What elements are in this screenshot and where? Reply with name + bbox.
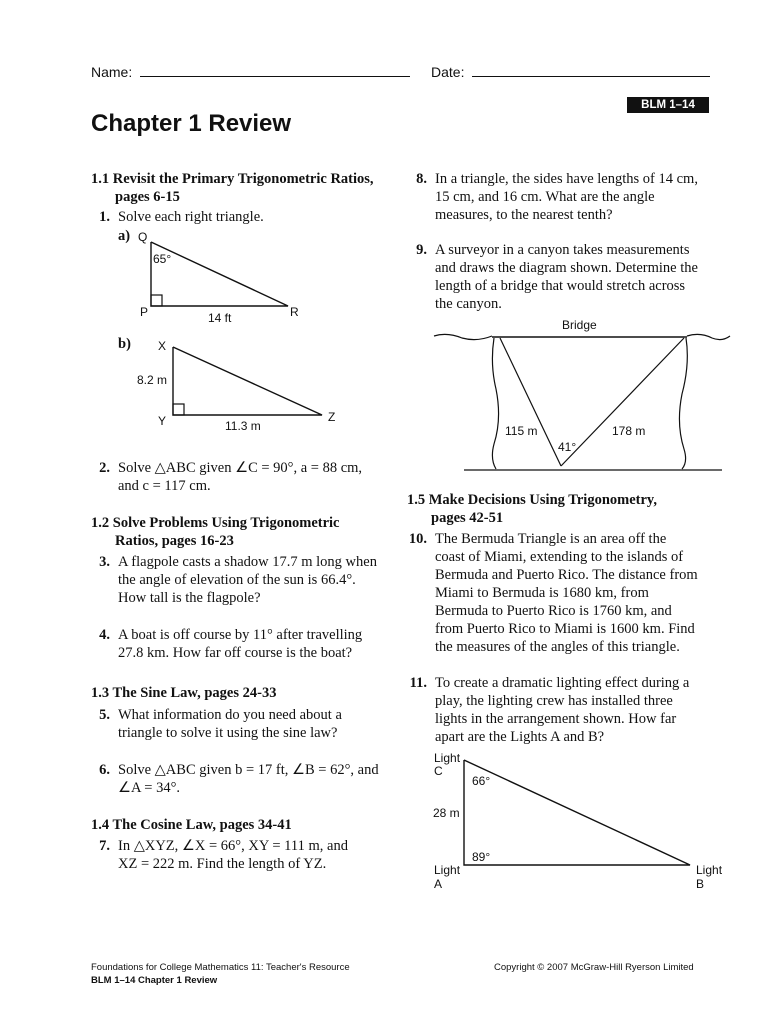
question-11 bbox=[407, 674, 727, 746]
question-6-number: 6. bbox=[99, 762, 110, 778]
angle-c: 66° bbox=[472, 774, 491, 788]
q1b-label: b) bbox=[118, 336, 131, 352]
vertex-z: Z bbox=[328, 410, 336, 424]
question-2-line2: and c = 117 cm. bbox=[118, 478, 211, 494]
canyon-diagram bbox=[432, 314, 732, 476]
vertex-r: R bbox=[290, 305, 299, 319]
footer-left-line1: Foundations for College Mathematics 11: Teacher's Resource bbox=[91, 962, 350, 973]
angle-q: 65° bbox=[153, 252, 172, 266]
angle-a: 89° bbox=[472, 850, 491, 864]
section-1-4 bbox=[91, 816, 401, 834]
light-b-word: Light bbox=[696, 863, 723, 877]
triangle-pqr-diagram bbox=[130, 228, 320, 328]
question-8-line2: 15 cm, and 16 cm. What are the angle bbox=[435, 189, 655, 205]
question-6 bbox=[90, 761, 400, 797]
question-2-line1: Solve △ABC given ∠C = 90°, a = 88 cm, bbox=[118, 460, 363, 476]
name-field bbox=[91, 62, 410, 80]
date-field bbox=[431, 62, 710, 80]
question-5-number: 5. bbox=[99, 707, 110, 723]
vertex-q: Q bbox=[138, 230, 148, 244]
question-4-line2: 27.8 km. How far off course is the boat? bbox=[118, 645, 353, 661]
question-4-line1: A boat is off course by 11° after travelling bbox=[118, 627, 363, 643]
question-4 bbox=[90, 626, 400, 662]
section-1-2-line2: Ratios, pages 16-23 bbox=[115, 533, 234, 549]
question-9-line2: and draws the diagram shown. Determine the bbox=[435, 260, 698, 276]
canyon-angle: 41° bbox=[558, 440, 577, 454]
section-1-1-line2: pages 6-15 bbox=[115, 189, 180, 205]
question-8-line1: In a triangle, the sides have lengths of 14 cm, bbox=[435, 171, 698, 187]
canyon-left-side: 115 m bbox=[505, 424, 538, 438]
question-11-line4: apart are the Lights A and B? bbox=[435, 729, 605, 745]
side-ca: 28 m bbox=[433, 806, 460, 820]
section-1-5 bbox=[407, 491, 727, 527]
question-8-number: 8. bbox=[416, 171, 427, 187]
question-9-line1: A surveyor in a canyon takes measurements bbox=[435, 242, 690, 258]
light-a-word: Light bbox=[434, 863, 461, 877]
section-1-5-line1: 1.5 Make Decisions Using Trigonometry, bbox=[407, 492, 657, 508]
vertex-x: X bbox=[158, 339, 167, 353]
question-11-number: 11. bbox=[409, 675, 427, 691]
blm-badge: BLM 1–14 bbox=[627, 97, 709, 113]
vertex-p: P bbox=[140, 305, 149, 319]
question-7-line2: XZ = 222 m. Find the length of YZ. bbox=[118, 856, 327, 872]
triangle-xyz-diagram bbox=[130, 333, 350, 436]
question-5-line2: triangle to solve it using the sine law? bbox=[118, 725, 338, 741]
side-pr: 14 ft bbox=[208, 311, 232, 325]
question-10-line5: Bermuda to Puerto Rico is 1760 km, and bbox=[435, 603, 672, 619]
section-1-3 bbox=[91, 684, 401, 702]
question-1-number: 1. bbox=[99, 209, 110, 225]
name-label: Name: bbox=[91, 64, 133, 80]
question-7-number: 7. bbox=[99, 838, 110, 854]
question-1-text: Solve each right triangle. bbox=[118, 209, 264, 225]
question-5-line1: What information do you need about a bbox=[118, 707, 342, 723]
question-3-line2: the angle of elevation of the sun is 66.4°. bbox=[118, 572, 356, 588]
page-title: Chapter 1 Review bbox=[91, 110, 292, 137]
question-3 bbox=[90, 553, 400, 607]
section-1-2-line1: 1.2 Solve Problems Using Trigonometric bbox=[91, 515, 340, 531]
question-6-line1: Solve △ABC given b = 17 ft, ∠B = 62°, and bbox=[118, 762, 379, 778]
question-10-line1: The Bermuda Triangle is an area off the bbox=[435, 531, 667, 547]
light-c-letter: C bbox=[434, 764, 443, 778]
vertex-y: Y bbox=[158, 414, 167, 428]
question-1 bbox=[90, 208, 400, 226]
question-11-line1: To create a dramatic lighting effect during a bbox=[435, 675, 690, 691]
section-1-1-line1: 1.1 Revisit the Primary Trigonometric Ratios, bbox=[91, 171, 374, 187]
section-1-2 bbox=[91, 514, 401, 550]
question-3-number: 3. bbox=[99, 554, 110, 570]
question-2-number: 2. bbox=[99, 460, 110, 476]
question-3-line1: A flagpole casts a shadow 17.7 m long when bbox=[118, 554, 377, 570]
question-3-line3: How tall is the flagpole? bbox=[118, 590, 261, 606]
question-10-number: 10. bbox=[408, 531, 427, 547]
lights-diagram bbox=[430, 748, 730, 898]
light-b-letter: B bbox=[696, 877, 705, 891]
question-10 bbox=[407, 530, 727, 656]
section-1-3-line1: 1.3 The Sine Law, pages 24-33 bbox=[91, 685, 277, 701]
q1a-label: a) bbox=[118, 228, 131, 244]
name-line bbox=[140, 62, 410, 77]
question-7 bbox=[90, 837, 400, 873]
date-line bbox=[472, 62, 710, 77]
question-9-line3: length of a bridge that would stretch across bbox=[435, 278, 686, 294]
question-9-line4: the canyon. bbox=[435, 296, 502, 312]
question-9 bbox=[407, 241, 727, 313]
question-6-line2: ∠A = 34°. bbox=[118, 780, 181, 796]
question-10-line6: from Puerto Rico to Miami is 1600 km. Find bbox=[435, 621, 695, 637]
question-8-line3: measures, to the nearest tenth? bbox=[435, 207, 613, 223]
side-yz: 11.3 m bbox=[225, 419, 261, 433]
side-xy: 8.2 m bbox=[137, 373, 168, 387]
question-10-line4: Miami to Bermuda is 1680 km, from bbox=[435, 585, 649, 601]
section-1-5-line2: pages 42-51 bbox=[431, 510, 504, 526]
footer-left-line2: BLM 1–14 Chapter 1 Review bbox=[91, 975, 218, 986]
question-10-line2: coast of Miami, extending to the islands of bbox=[435, 549, 684, 565]
light-c-word: Light bbox=[434, 751, 461, 765]
bridge-label: Bridge bbox=[562, 318, 597, 332]
question-11-line2: play, the lighting crew has installed three bbox=[435, 693, 673, 709]
section-1-4-line1: 1.4 The Cosine Law, pages 34-41 bbox=[91, 817, 292, 833]
question-8 bbox=[407, 170, 727, 224]
question-9-number: 9. bbox=[416, 242, 427, 258]
date-label: Date: bbox=[431, 64, 465, 80]
question-4-number: 4. bbox=[99, 627, 110, 643]
question-7-line1: In △XYZ, ∠X = 66°, XY = 111 m, and bbox=[118, 838, 348, 854]
question-10-line7: the measures of the angles of this triangle. bbox=[435, 639, 680, 655]
section-1-1 bbox=[91, 170, 401, 206]
question-2 bbox=[90, 459, 400, 495]
question-11-line3: lights in the arrangement shown. How far bbox=[435, 711, 677, 727]
question-10-line3: Bermuda and Puerto Rico. The distance from bbox=[435, 567, 698, 583]
canyon-right-side: 178 m bbox=[612, 424, 646, 438]
light-a-letter: A bbox=[434, 877, 443, 891]
question-5 bbox=[90, 706, 400, 742]
footer-copyright: Copyright © 2007 McGraw-Hill Ryerson Limited bbox=[494, 962, 694, 973]
